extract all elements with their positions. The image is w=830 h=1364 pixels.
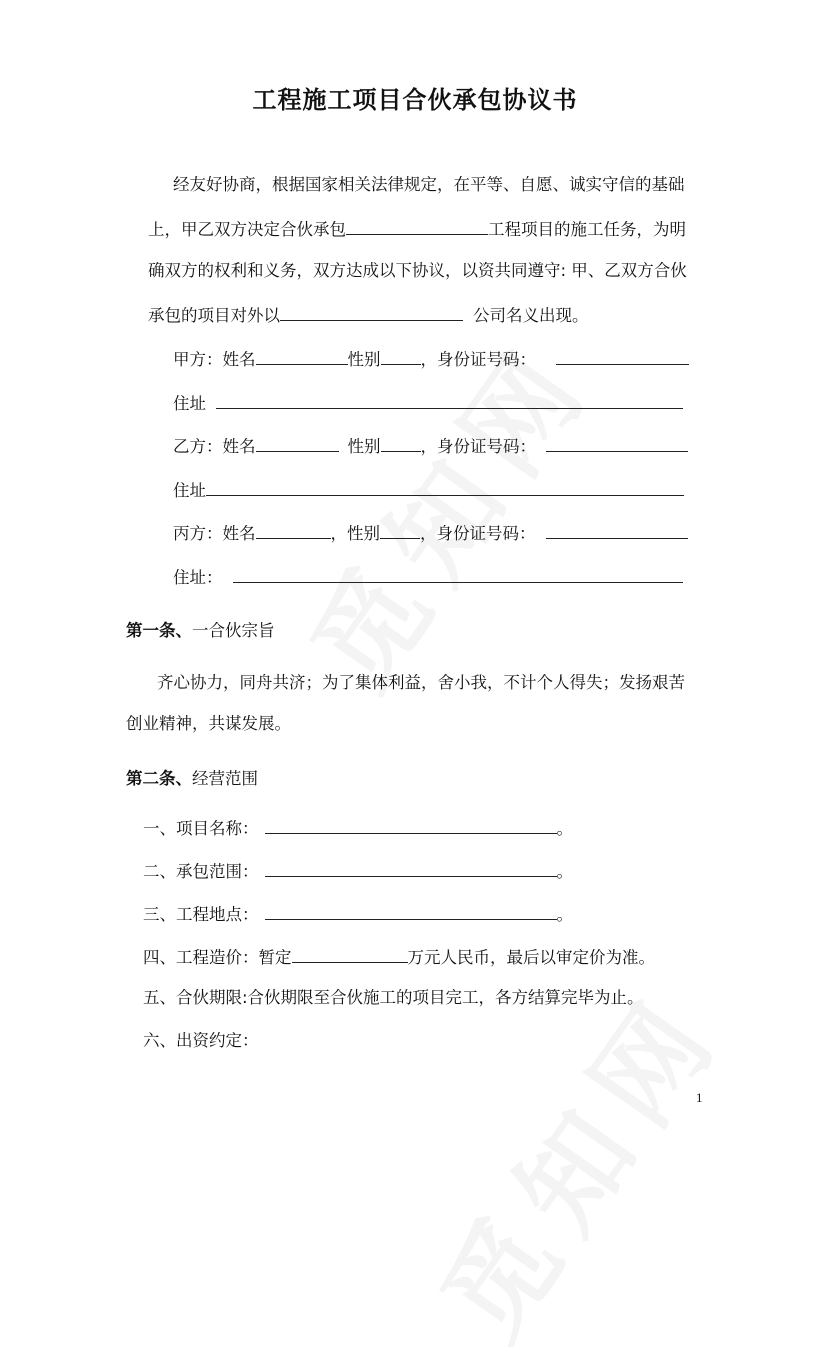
address-blank[interactable] [233, 565, 683, 583]
cost-blank[interactable] [292, 945, 408, 963]
label: ，身份证号码： [420, 350, 536, 369]
label: 一、项目名称： [143, 819, 259, 838]
label: ，性别 [330, 524, 380, 543]
article-1-heading [126, 620, 275, 642]
item-investment: 六、出资约定： [143, 1031, 259, 1050]
text: 承包的项目对外以 [148, 306, 280, 325]
label: 乙方：姓名 [173, 437, 256, 456]
label: 住址： [173, 568, 223, 587]
party-c-address [173, 565, 683, 589]
label: 住址 [173, 394, 206, 413]
name-blank[interactable] [256, 347, 348, 365]
text: 。 [556, 862, 573, 881]
party-b-address [173, 478, 684, 502]
label: 丙方：姓名 [173, 524, 256, 543]
party-a-address [173, 391, 683, 415]
text: 公司名义出现。 [473, 306, 589, 325]
label: 性别 [347, 350, 381, 369]
text: 。 [556, 819, 573, 838]
text: 上，甲乙双方决定合伙承包 [148, 220, 346, 239]
label: 甲方：姓名 [173, 350, 256, 369]
heading-number: 第一条、 [126, 621, 192, 640]
label: ，身份证号码： [420, 437, 536, 456]
address-blank[interactable] [206, 478, 684, 496]
article-1-text: 齐心协力，同舟共济；为了集体利益，舍小我，不计个人得失；发扬艰苦 [157, 673, 685, 692]
gender-blank[interactable] [380, 521, 420, 539]
project-name-blank[interactable] [265, 816, 557, 834]
id-blank[interactable] [556, 347, 689, 365]
label: 住址 [173, 481, 206, 500]
address-blank[interactable] [216, 391, 683, 409]
item-location [143, 902, 573, 926]
id-blank[interactable] [546, 434, 688, 452]
item-cost [143, 945, 655, 969]
company-blank[interactable] [280, 303, 463, 321]
heading-text: 一合伙宗旨 [192, 621, 275, 640]
label: 三、工程地点： [143, 905, 259, 924]
label: 性别 [347, 437, 381, 456]
item-project-name [143, 816, 573, 840]
party-a-line [173, 347, 689, 371]
text: 。 [556, 905, 573, 924]
gender-blank[interactable] [381, 347, 421, 365]
page-number: 1 [696, 1090, 703, 1105]
text: 工程项目的施工任务，为明 [488, 220, 686, 239]
project-blank[interactable] [346, 217, 488, 235]
location-blank[interactable] [265, 902, 557, 920]
intro-line: 经友好协商，根据国家相关法律规定，在平等、自愿、诚实守信的基础 [173, 175, 685, 194]
label: 四、工程造价：暂定 [143, 948, 292, 967]
party-b-line [173, 434, 688, 458]
watermark [398, 954, 751, 1364]
label: ，身份证号码： [420, 524, 536, 543]
scope-blank[interactable] [265, 859, 557, 877]
article-2-heading [126, 768, 258, 790]
item-term: 五、合伙期限:合伙期限至合伙施工的项目完工，各方结算完毕为止。 [143, 988, 644, 1007]
intro-line: 确双方的权利和义务，双方达成以下协议，以资共同遵守: 甲、乙双方合伙 [148, 261, 687, 280]
intro-line [148, 303, 589, 327]
name-blank[interactable] [256, 434, 339, 452]
text: 万元人民币，最后以审定价为准。 [407, 948, 655, 967]
label: 二、承包范围： [143, 862, 259, 881]
heading-number: 第二条、 [126, 769, 192, 788]
party-c-line [173, 521, 688, 545]
gender-blank[interactable] [381, 434, 421, 452]
id-blank[interactable] [546, 521, 688, 539]
intro-line [148, 217, 686, 241]
name-blank[interactable] [256, 521, 331, 539]
document-title: 工程施工项目合伙承包协议书 [252, 86, 578, 114]
article-1-text: 创业精神，共谋发展。 [126, 714, 291, 733]
item-scope [143, 859, 573, 883]
heading-text: 经营范围 [192, 769, 258, 788]
